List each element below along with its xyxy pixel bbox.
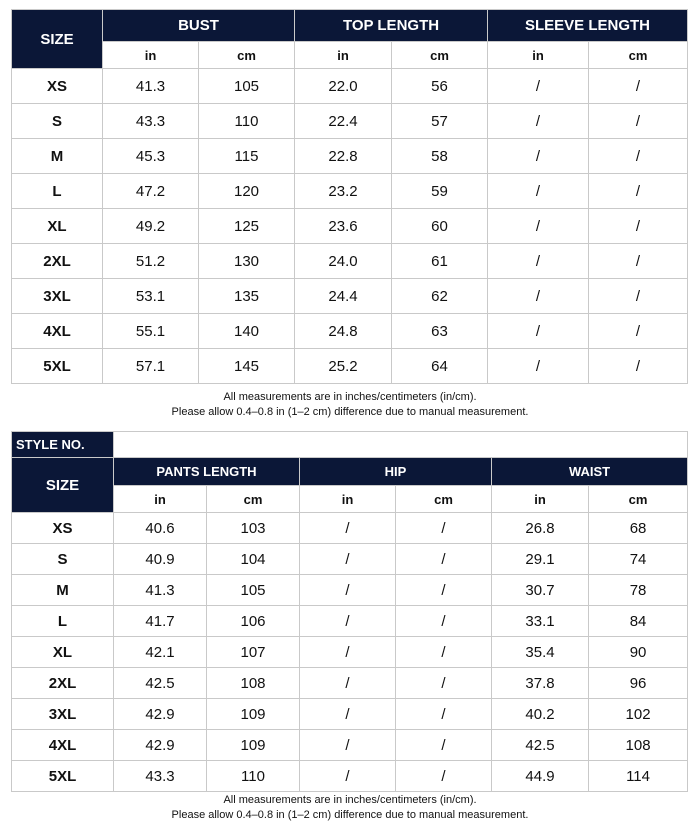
size-label: 5XL	[12, 349, 103, 384]
measurement-cell: 108	[589, 730, 688, 761]
size-label: XS	[12, 69, 103, 104]
measurement-cell: 58	[392, 139, 488, 174]
measurement-cell: 53.1	[103, 279, 199, 314]
measurement-cell: /	[396, 575, 492, 606]
size-label: 3XL	[12, 279, 103, 314]
measurement-cell: 110	[207, 761, 300, 792]
bottom-table-body	[12, 513, 688, 792]
measurement-cell: /	[396, 668, 492, 699]
measurement-cell: /	[488, 174, 589, 209]
measurement-cell: /	[300, 606, 396, 637]
bottom-size-chart-table	[11, 431, 688, 792]
measurement-cell: 33.1	[492, 606, 589, 637]
measurement-cell: 114	[589, 761, 688, 792]
measurement-cell: 30.7	[492, 575, 589, 606]
measurement-cell: 47.2	[103, 174, 199, 209]
top-length-header: TOP LENGTH	[295, 10, 488, 42]
unit-header: in	[300, 486, 396, 513]
measurement-cell: /	[589, 279, 688, 314]
measurement-note	[0, 390, 700, 420]
measurement-cell: 51.2	[103, 244, 199, 279]
measurement-cell: 24.4	[295, 279, 392, 314]
table-row	[12, 668, 688, 699]
measurement-cell: 103	[207, 513, 300, 544]
measurement-cell: /	[300, 668, 396, 699]
measurement-cell: /	[589, 104, 688, 139]
measurement-cell: /	[300, 637, 396, 668]
size-label: M	[12, 575, 114, 606]
measurement-cell: 55.1	[103, 314, 199, 349]
measurement-cell: 26.8	[492, 513, 589, 544]
measurement-cell: 140	[199, 314, 295, 349]
measurement-cell: /	[300, 730, 396, 761]
table-row	[12, 209, 688, 244]
measurement-cell: /	[300, 575, 396, 606]
measurement-cell: 64	[392, 349, 488, 384]
table-row	[12, 69, 688, 104]
unit-header: cm	[207, 486, 300, 513]
measurement-cell: 35.4	[492, 637, 589, 668]
measurement-cell: /	[488, 69, 589, 104]
measurement-cell: /	[488, 104, 589, 139]
note-line: All measurements are in inches/centimeters (in/cm).	[223, 794, 477, 806]
measurement-cell: /	[488, 244, 589, 279]
size-header: SIZE	[12, 10, 103, 69]
measurement-cell: 96	[589, 668, 688, 699]
style-no-value	[114, 432, 688, 458]
unit-header: in	[488, 42, 589, 69]
measurement-cell: 22.0	[295, 69, 392, 104]
size-label: L	[12, 174, 103, 209]
note-line: Please allow 0.4–0.8 in (1–2 cm) difference due to manual measurement.	[171, 809, 529, 821]
size-label: S	[12, 544, 114, 575]
table-row	[12, 314, 688, 349]
measurement-cell: /	[396, 699, 492, 730]
table-row	[12, 575, 688, 606]
measurement-cell: /	[396, 606, 492, 637]
measurement-cell: 37.8	[492, 668, 589, 699]
measurement-cell: /	[300, 544, 396, 575]
measurement-cell: 74	[589, 544, 688, 575]
measurement-cell: 107	[207, 637, 300, 668]
measurement-cell: 63	[392, 314, 488, 349]
measurement-cell: 42.9	[114, 730, 207, 761]
measurement-cell: 41.7	[114, 606, 207, 637]
measurement-cell: 42.5	[114, 668, 207, 699]
table-row	[12, 637, 688, 668]
measurement-cell: /	[396, 544, 492, 575]
measurement-cell: 104	[207, 544, 300, 575]
unit-header: in	[492, 486, 589, 513]
note-line: Please allow 0.4–0.8 in (1–2 cm) difference due to manual measurement.	[171, 406, 529, 418]
measurement-cell: /	[589, 209, 688, 244]
measurement-cell: 105	[199, 69, 295, 104]
measurement-cell: 84	[589, 606, 688, 637]
table-row	[12, 544, 688, 575]
measurement-cell: 49.2	[103, 209, 199, 244]
pants-length-header: PANTS LENGTH	[114, 458, 300, 486]
measurement-cell: 42.9	[114, 699, 207, 730]
measurement-cell: 115	[199, 139, 295, 174]
measurement-cell: 45.3	[103, 139, 199, 174]
measurement-cell: /	[396, 513, 492, 544]
table-row	[12, 730, 688, 761]
measurement-cell: 22.8	[295, 139, 392, 174]
measurement-cell: /	[300, 513, 396, 544]
measurement-cell: 41.3	[103, 69, 199, 104]
measurement-cell: 43.3	[114, 761, 207, 792]
measurement-cell: /	[589, 69, 688, 104]
measurement-cell: /	[300, 761, 396, 792]
measurement-cell: 110	[199, 104, 295, 139]
measurement-cell: /	[589, 174, 688, 209]
size-label: XL	[12, 209, 103, 244]
table-row	[12, 349, 688, 384]
sleeve-length-header: SLEEVE LENGTH	[488, 10, 688, 42]
unit-header: cm	[589, 42, 688, 69]
measurement-cell: 57	[392, 104, 488, 139]
measurement-cell: 145	[199, 349, 295, 384]
measurement-cell: /	[488, 139, 589, 174]
measurement-cell: 44.9	[492, 761, 589, 792]
measurement-cell: 40.9	[114, 544, 207, 575]
measurement-cell: /	[488, 209, 589, 244]
measurement-cell: 108	[207, 668, 300, 699]
table-row	[12, 279, 688, 314]
unit-header: cm	[396, 486, 492, 513]
table-row	[12, 174, 688, 209]
measurement-cell: 105	[207, 575, 300, 606]
measurement-cell: 41.3	[114, 575, 207, 606]
measurement-cell: 130	[199, 244, 295, 279]
measurement-cell: /	[589, 139, 688, 174]
size-label: M	[12, 139, 103, 174]
size-label: L	[12, 606, 114, 637]
measurement-cell: 23.2	[295, 174, 392, 209]
measurement-cell: 120	[199, 174, 295, 209]
measurement-cell: 60	[392, 209, 488, 244]
measurement-cell: 109	[207, 699, 300, 730]
measurement-cell: 68	[589, 513, 688, 544]
size-label: 3XL	[12, 699, 114, 730]
size-label: 4XL	[12, 314, 103, 349]
unit-header: cm	[589, 486, 688, 513]
size-label: S	[12, 104, 103, 139]
bust-header: BUST	[103, 10, 295, 42]
measurement-cell: 59	[392, 174, 488, 209]
unit-header: cm	[199, 42, 295, 69]
measurement-cell: 125	[199, 209, 295, 244]
table-row	[12, 761, 688, 792]
size-header: SIZE	[12, 458, 114, 513]
measurement-cell: 23.6	[295, 209, 392, 244]
unit-header: in	[114, 486, 207, 513]
size-label: 2XL	[12, 244, 103, 279]
measurement-cell: 106	[207, 606, 300, 637]
measurement-cell: 43.3	[103, 104, 199, 139]
measurement-cell: /	[300, 699, 396, 730]
top-size-chart-table	[11, 9, 688, 384]
measurement-cell: /	[396, 637, 492, 668]
note-line: All measurements are in inches/centimeters (in/cm).	[223, 391, 477, 403]
measurement-cell: /	[396, 761, 492, 792]
measurement-cell: /	[589, 349, 688, 384]
unit-header: in	[103, 42, 199, 69]
measurement-cell: 57.1	[103, 349, 199, 384]
hip-header: HIP	[300, 458, 492, 486]
table-row	[12, 244, 688, 279]
measurement-cell: 40.6	[114, 513, 207, 544]
size-label: XS	[12, 513, 114, 544]
measurement-cell: 42.1	[114, 637, 207, 668]
measurement-cell: 102	[589, 699, 688, 730]
measurement-cell: /	[396, 730, 492, 761]
measurement-cell: /	[488, 314, 589, 349]
measurement-cell: /	[589, 314, 688, 349]
measurement-cell: 29.1	[492, 544, 589, 575]
top-table-body	[12, 69, 688, 384]
size-label: XL	[12, 637, 114, 668]
measurement-cell: 90	[589, 637, 688, 668]
waist-header: WAIST	[492, 458, 688, 486]
measurement-cell: 40.2	[492, 699, 589, 730]
measurement-cell: 135	[199, 279, 295, 314]
measurement-cell: /	[488, 349, 589, 384]
table-row	[12, 104, 688, 139]
measurement-cell: 24.0	[295, 244, 392, 279]
table-row	[12, 699, 688, 730]
table-row	[12, 606, 688, 637]
measurement-cell: 56	[392, 69, 488, 104]
measurement-note	[0, 793, 700, 823]
size-label: 2XL	[12, 668, 114, 699]
measurement-cell: 109	[207, 730, 300, 761]
measurement-cell: 42.5	[492, 730, 589, 761]
measurement-cell: 61	[392, 244, 488, 279]
unit-header: in	[295, 42, 392, 69]
size-label: 4XL	[12, 730, 114, 761]
measurement-cell: /	[488, 279, 589, 314]
table-row	[12, 139, 688, 174]
measurement-cell: 25.2	[295, 349, 392, 384]
unit-header: cm	[392, 42, 488, 69]
measurement-cell: /	[589, 244, 688, 279]
measurement-cell: 24.8	[295, 314, 392, 349]
table-row	[12, 513, 688, 544]
measurement-cell: 22.4	[295, 104, 392, 139]
style-no-label: STYLE NO.	[12, 432, 114, 458]
size-label: 5XL	[12, 761, 114, 792]
measurement-cell: 78	[589, 575, 688, 606]
measurement-cell: 62	[392, 279, 488, 314]
